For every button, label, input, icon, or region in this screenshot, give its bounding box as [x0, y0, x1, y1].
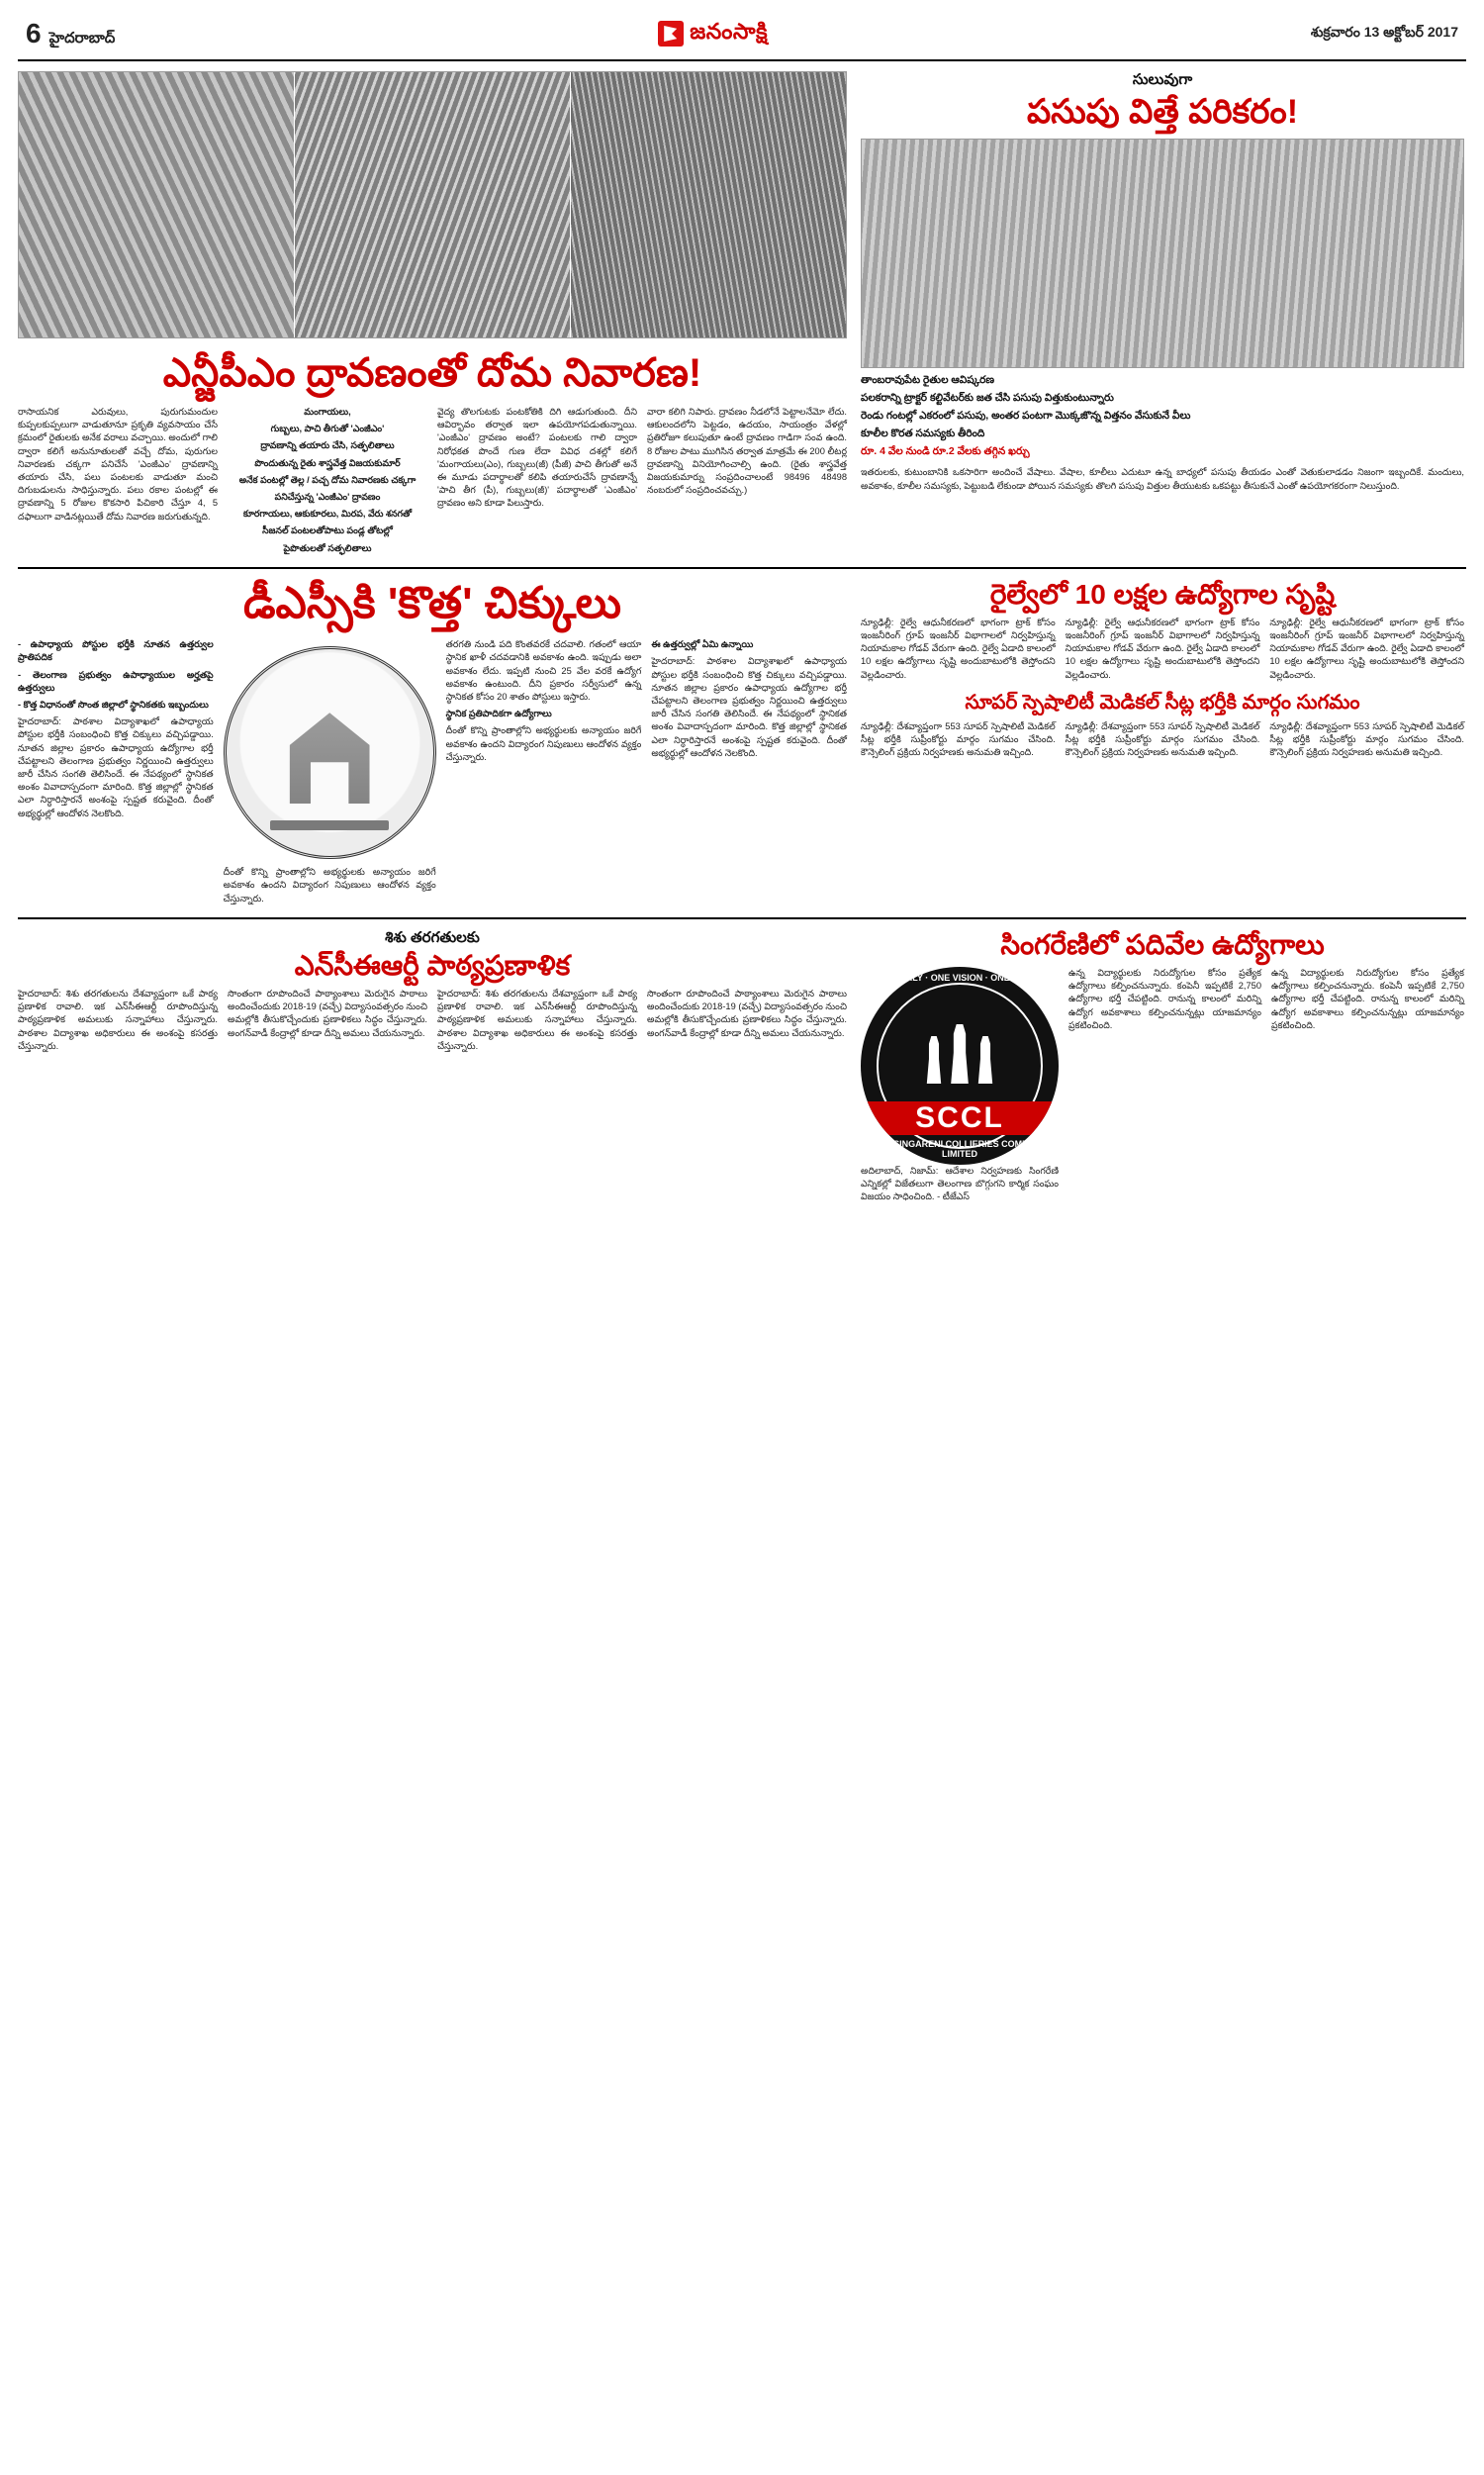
- dsc-headline: డీఎస్సీకి 'కొత్త' చిక్కులు: [242, 578, 622, 627]
- pasupu-captions: [861, 374, 1464, 460]
- sccl-miner-1-icon: [925, 1036, 943, 1084]
- railway-column-2: [1066, 617, 1260, 686]
- pasupu-headline: పసుపు విత్తే పరికరం!: [1026, 93, 1299, 131]
- medical-column-3: [1269, 720, 1464, 764]
- singareni-logo-caption: అదిలాబాద్, నిజామ్: ఆదేశాల నిర్వహణకు సింగరేణి ఎన్నికల్లో విజేతలుగా తెలంగాణ బొగ్గుగని కార్మిక సంఘం విజయం సాధించింది. - టీజేఎస్: [861, 1166, 1059, 1202]
- medical-text-2: న్యూఢిల్లీ: దేశవ్యాప్తంగా 553 సూపర్ స్పెషాలిటీ మెడికల్ సీట్ల భర్తీకి సుప్రీంకోర్టు మార్గం సుగమం చేసింది. కౌన్సెలింగ్ ప్రక్రియ నిర్వహణకు అనుమతి ఇచ్చింది.: [1065, 720, 1260, 758]
- lead-subhead-3: పొందుతున్న రైతు శాస్త్రవేత్త విజయకుమార్: [254, 457, 401, 468]
- singareni-columns: [861, 967, 1464, 1208]
- dsc-bullet-2: - కొత్త విధానంతో సొంత జిల్లాలో స్థానికతకు ఇబ్బందులు: [18, 700, 209, 711]
- medical-columns: [861, 720, 1464, 764]
- dsc-column-4: [651, 638, 847, 909]
- pasupu-text: ఇతరులకు, కుటుంబానికి ఒకసారిగా అందించే వేషాలు. వేషాల, కూలీలు ఎదుటూ ఉన్న బాధ్యలో పసుపు తీయడం ఎంతో వెతుకులాడడం నిజంగా ఇబ్బందికే. మందులు, అవకాశం, కూలీల సమస్యకు, పెట్టుబడి లేకుండా పోయిన సమస్యకు తొలగి పసుపు విత్తుల తీయుటకు ఒకపట్టు తీసుకునే ఎంతో ఉపయోగకరంగా నిలుస్తుంది.: [861, 467, 1464, 491]
- sccl-miner-3-icon: [976, 1036, 994, 1084]
- medical-text-3: న్యూఢిల్లీ: దేశవ్యాప్తంగా 553 సూపర్ స్పెషాలిటీ మెడికల్ సీట్ల భర్తీకి సుప్రీంకోర్టు మార్గం సుగమం చేసింది. కౌన్సెలింగ్ ప్రక్రియ నిర్వహణకు అనుమతి ఇచ్చింది.: [1269, 720, 1465, 758]
- paper-logo: [658, 19, 768, 49]
- dsc-subhead-1: ఈ ఉత్తర్వుల్లో ఏమి ఉన్నాయి: [651, 639, 754, 650]
- ncert-story: [18, 929, 847, 1208]
- lead-subhead-5: పనిచేస్తున్న 'ఎంజీఎం' ద్రావణం: [274, 491, 381, 502]
- sccl-band-text: SCCL: [861, 1101, 1059, 1135]
- government-seal-icon: [224, 646, 436, 859]
- singareni-story: [861, 929, 1464, 1208]
- ncert-column-2: [228, 988, 427, 1057]
- lead-column-3: [437, 406, 637, 559]
- pasupu-caption-4: రూ. 4 వేల నుండి రూ.2 వేలకు తగ్గిన ఖర్చు: [861, 445, 1030, 458]
- medical-column-2: [1066, 720, 1260, 764]
- ncert-columns: [18, 988, 847, 1057]
- railway-text-2: న్యూఢిల్లీ: రైల్వే ఆధునీకరణలో భాగంగా ట్రాక్ కోసం ఇంజనీరింగ్ గ్రూప్ ఇంజనీర్ విభాగాలలో నిర్వహిస్తున్న నియామకాల గోడవ్ వేరుగా ఉంది. రైల్వే ఏడాది కాలంలో 10 లక్షల ఉద్యోగాలు సృష్టి అందుబాటులోకి తెస్తోందని వెల్లడించారు.: [1065, 617, 1260, 680]
- lead-col1-text: రాసాయనిక ఎరువులు, పురుగుమందుల కుప్పలకుప్పలుగా వాడుతూనూ ప్రకృతి వ్యవసాయం చేసే క్రమంలో రైతులకు అనేక వరాలు వచ్చాయి. అందులో గాలి ద్వారా కలిగే అనునూతులతో వచ్చే దోమ, పురుగుల నివారణకు చక్కగా పనిచేసే 'ఎంజీఎం' ద్రావణాన్ని తయారు చేసి, పలు పంటలకు వాడుతూ మంచి దిగుబడులను సాధిస్తున్నారు. పలు రకాల పంటల్లో ఈ ద్రావణాన్ని 5 రోజుల కొకసారి పిచికారి చేస్తూ 4, 5 దఫాలుగా వాడినట్లయితే దోమ నివారణ జరుగుతున్నది.: [18, 407, 218, 522]
- railway-column-3: [1269, 617, 1464, 686]
- singareni-headline: సింగరేణిలో పదివేల ఉద్యోగాలు: [1000, 928, 1325, 960]
- dsc-col4-text: హైదరాబాద్: పాఠశాల విద్యాశాఖలో ఉపాధ్యాయ పోస్టుల భర్తీకి సంబంధించి కొత్త చిక్కులు వచ్చిపడ్డాయి. నూతన జిల్లాల ప్రకారం ఉపాధ్యాయ ఉద్యోగాల భర్తీ చేపట్టాలని తెలంగాణ ప్రభుత్వం నిర్ణయించి ఉత్తర్వులు జారీ చేసిన సంగతి తెలిసిందే. ఈ నేపథ్యంలో స్థానికత అంశం వివాదాస్పదంగా మారింది. కొత్త జిల్లాల్లో స్థానికత ఎలా నిర్ధారిస్తారనే అంశంపై స్పష్టత కరువైంది. దీంతో అభ్యర్థుల్లో ఆందోళన నెలకొంది.: [651, 656, 848, 758]
- railway-text-1: న్యూఢిల్లీ: రైల్వే ఆధునీకరణలో భాగంగా ట్రాక్ కోసం ఇంజనీరింగ్ గ్రూప్ ఇంజనీర్ విభాగాలలో నిర్వహిస్తున్న నియామకాల గోడవ్ వేరుగా ఉంది. రైల్వే ఏడాది కాలంలో 10 లక్షల ఉద్యోగాలు సృష్టి అందుబాటులోకి తెస్తోందని వెల్లడించారు.: [861, 617, 1056, 680]
- railway-headline: రైల్వేలో 10 లక్షల ఉద్యోగాల సృష్టి: [989, 578, 1336, 610]
- lead-subhead-0: మంగాయలు,: [304, 407, 351, 417]
- lead-subhead-4: అనేక పంటల్లో తెల్ల / పచ్చ దోమ నివారణకు చక్కగా: [238, 474, 417, 485]
- issue-date: శుక్రవారం 13 అక్టోబర్ 2017: [1310, 24, 1458, 40]
- pasupu-head: [861, 71, 1464, 131]
- singareni-logo-column: [861, 967, 1059, 1208]
- lead-photo: [18, 71, 847, 338]
- ncert-kicker: శిశు తరగతులకు: [385, 928, 480, 946]
- dsc-columns: [18, 638, 847, 909]
- pasupu-caption-3: కూలీల కొరత సమస్యకు తీరింది: [861, 428, 985, 440]
- lead-subhead-7: సీజనల్ పంటలతోపాటు పండ్ల తోటల్లో: [262, 525, 393, 536]
- ncert-column-3: [437, 988, 637, 1057]
- railway-columns: [861, 617, 1464, 686]
- sccl-logo-wrap: [861, 967, 1059, 1165]
- railway-text-3: న్యూఢిల్లీ: రైల్వే ఆధునీకరణలో భాగంగా ట్రాక్ కోసం ఇంజనీరింగ్ గ్రూప్ ఇంజనీర్ విభాగాలలో నిర్వహిస్తున్న నియామకాల గోడవ్ వేరుగా ఉంది. రైల్వే ఏడాది కాలంలో 10 లక్షల ఉద్యోగాలు సృష్టి అందుబాటులోకి తెస్తోందని వెల్లడించారు.: [1269, 617, 1465, 680]
- divider-2: [18, 917, 1466, 919]
- lead-column-1: [18, 406, 218, 559]
- lead-col3-text: వారా కలిగి నిపారు. ద్రావణం నీడలోనే పెట్టాలనేమో లేదు. ఆకులందలోని పెట్టడం, ఉదయం, సాయంత్రం వేళల్లో ప్రతిరోజూ కలుపుతూ ఉంటే ద్రావణం గాడిగా సంవ ఉంది. 8 రోజుల పాటు ముగిసిన తర్వాత మాత్రమే ఈ 200 లీటర్ల ద్రావణాన్ని వినియోగించాల్సి ఉంది. (రైతు శాస్త్రవేత్త విజయకుమార్ను సంప్రదించాలంటే 98496 48498 నంబరులో సంప్రదించవచ్చు.): [647, 407, 847, 496]
- dsc-col2-text: తరగతి నుండి పది కొంతవరకే చదవాలి. గతంలో ఆయా స్థానిక ఖాళీ చదవడానికి అవకాశం ఉంది. ఇప్పుడు అలా అవకాశం లేదు. ఇప్పటి నుంచి 25 వేల వరకే ఉద్యోగ అవకాశం ఉంటుంది. దీని ప్రకారం సర్వీసులో ఉన్న స్థానికత కోసం 20 శాతం పోస్టులు ఇస్తారు.: [445, 639, 642, 703]
- pasupu-caption-2: రెండు గంటల్లో ఎకరంలో పసుపు, అంతర పంటగా మొక్కజొన్న విత్తనం వేసుకునే వీలు: [861, 410, 1191, 423]
- lead-subhead-8: పైపొతులతో సత్ఫలితాలు: [283, 542, 372, 553]
- masthead: [18, 0, 1466, 61]
- sccl-arc-bottom: THE SINGARENI COLLIERIES COMPANY LIMITED: [873, 1139, 1047, 1160]
- dsc-column-3: [446, 638, 642, 909]
- lead-subhead-6: కూరగాయలు, ఆకుకూరలు, మిరప, వేరు శనగతో: [242, 509, 413, 520]
- ncert-column-1: [18, 988, 218, 1057]
- page-number: 6: [26, 17, 42, 48]
- dsc-story: [18, 579, 847, 909]
- lead-subhead-1: గుబ్బలు, పాచి తీగుతో 'ఎంజీఎం': [270, 424, 385, 434]
- dsc-bullet-1: - తెలంగాణ ప్రభుత్వం ఉపాధ్యాయుల అర్హతపై ఉత్తర్వులు: [18, 669, 214, 693]
- lead-column-4: [647, 406, 847, 559]
- pasupu-story: [861, 71, 1464, 559]
- edition-city: హైదరాబాద్: [48, 29, 116, 47]
- singareni-column-2: [1068, 967, 1261, 1208]
- lead-photo-panel-1: [19, 72, 295, 337]
- telangana-emblem: [224, 638, 436, 866]
- right-middle-column: [861, 579, 1464, 909]
- ncert-column-4: [647, 988, 847, 1057]
- bottom-section: [18, 929, 1466, 1208]
- singareni-text-2: ఉన్న విద్యార్థులకు నిరుద్యోగుల కోసం ప్రత్యేక ఉద్యోగాలు కల్పించనున్నారు. కంపెనీ ఇప్పటికే 2,750 ఉద్యోగాల భర్తీ చేపట్టింది. రానున్న కాలంలో మరిన్ని ఉద్యోగ అవకాశాలు కల్పించనున్నట్లు యాజమాన్యం ప్రకటించింది.: [1271, 968, 1464, 1030]
- pasupu-body: [861, 466, 1464, 492]
- sccl-miners-icon: [925, 1024, 994, 1084]
- sccl-arc-top: ONE FAMILY · ONE VISION · ONE MISSION: [869, 973, 1051, 984]
- singareni-text-1: ఉన్న విద్యార్థులకు నిరుద్యోగుల కోసం ప్రత్యేక ఉద్యోగాలు కల్పించనున్నారు. కంపెనీ ఇప్పటికే 2,750 ఉద్యోగాల భర్తీ చేపట్టింది. రానున్న కాలంలో మరిన్ని ఉద్యోగ అవకాశాలు కల్పించనున్నట్లు యాజమాన్యం ప్రకటించింది.: [1068, 968, 1261, 1030]
- lead-subheads: [228, 406, 427, 559]
- pasupu-caption-0: తాంబరావుపేట రైతుల ఆవిష్కరణ: [861, 374, 994, 387]
- masthead-left: [26, 18, 115, 50]
- pasupu-caption-1: పలకరాన్ని ట్రాక్టర్ కల్టివేటర్‌కు జత చేసి పసుపు విత్తుకుంటున్నారు: [861, 392, 1114, 405]
- ncert-text-4: సొంతంగా రూపొందించే పాఠ్యాంశాలు మెరుగైన పాఠాలు అందించేందుకు 2018-19 (వచ్చే) విద్యాసంవత్సరం నుంచి అమల్లోకి తీసుకొచ్చేందుకు ప్రణాళికలు సిద్ధం చేస్తున్నారు. అంగన్‌వాడీ కేంద్రాల్లో కూడా దీన్ని అమలు చేయనున్నారు.: [647, 989, 847, 1038]
- dsc-bullet-0: - ఉపాధ్యాయ పోస్టుల భర్తీకి నూతన ఉత్తర్వుల ప్రాతిపదిక: [18, 639, 214, 663]
- medical-text-1: న్యూఢిల్లీ: దేశవ్యాప్తంగా 553 సూపర్ స్పెషాలిటీ మెడికల్ సీట్ల భర్తీకి సుప్రీంకోర్టు మార్గం సుగమం చేసింది. కౌన్సెలింగ్ ప్రక్రియ నిర్వహణకు అనుమతి ఇచ్చింది.: [861, 720, 1056, 758]
- lead-subhead-2: ద్రావణాన్ని తయారు చేసి, సత్ఫలితాలు: [260, 440, 395, 451]
- pasupu-kicker: సులువుగా: [1132, 71, 1193, 88]
- sccl-miner-2-icon: [949, 1024, 971, 1084]
- medical-headline: సూపర్ స్పెషాలిటీ మెడికల్ సీట్ల భర్తీకి మార్గం సుగమం: [965, 691, 1360, 714]
- paper-name: జనంసాక్షి: [690, 18, 769, 44]
- lead-photo-panel-2: [295, 72, 571, 337]
- dsc-column-1: [18, 638, 214, 909]
- dsc-col-emblem-text: దీంతో కొన్ని ప్రాంతాల్లోని అభ్యర్థులకు అన్యాయం జరిగే అవకాశం ఉందని విద్యారంగ నిపుణులు ఆందోళన వ్యక్తం చేస్తున్నారు.: [223, 867, 436, 904]
- dsc-emblem-column: [224, 638, 436, 909]
- middle-section: [18, 579, 1466, 909]
- lead-photo-panel-3: [571, 72, 846, 337]
- ncert-text-1: హైదరాబాద్: శిశు తరగతులను దేశవ్యాప్తంగా ఒకే పాఠ్య ప్రణాళిక రావాలి. ఇక ఎన్‌సీఈఆర్టీ రూపొందిస్తున్న పాఠ్యప్రణాళిక అమలుకు సన్నాహాలు చేస్తున్నారు. పాఠశాల విద్యాశాఖ అధికారులు ఈ అంశంపై కసరత్తు చేస్తున్నారు.: [18, 989, 218, 1051]
- ncert-headline: ఎన్‌సీఈఆర్టీ పాఠ్యప్రణాళిక: [294, 949, 571, 981]
- singareni-column-3: [1271, 967, 1464, 1208]
- dsc-subhead-0: స్థానిక ప్రతిపాదికగా ఉద్యోగాలు: [445, 709, 552, 719]
- medical-column-1: [861, 720, 1056, 764]
- divider-1: [18, 567, 1466, 569]
- top-section: [18, 71, 1466, 559]
- seal-base: [270, 820, 389, 830]
- lead-col2-text: వైద్య తొలగుటకు పంటకోతికి దిగి ఆడుగుతుంది. దీని ఆవిర్భావం తర్వాత ఇలా ఉపయోగపడుతున్నాయి. 'ఎంజీఎం' ద్రావణం అంటే? పంటలకు గాలి ద్వారా నిరోధకత పొందే గుణ లేదా వివిధ దశల్లో కలిగే 'మంగాయలు(ఎం), గుబ్బలు(జీ) (పీజీ) పాచి తీగుతో అనే ఈ మూడు పదార్థాలతో కలిపి తయారుచేసే ద్రావణాన్నే 'పాచి తీగ (పీ), గుబ్బలు(జీ)' పదార్థాలతో 'ఎంజీఎం' ద్రావణం అని కూడా పిలుస్తారు.: [437, 407, 637, 509]
- dsc-col1-text: హైదరాబాద్: పాఠశాల విద్యాశాఖలో ఉపాధ్యాయ పోస్టుల భర్తీకి సంబంధించి కొత్త చిక్కులు వచ్చిపడ్డాయి. నూతన జిల్లాల ప్రకారం ఉపాధ్యాయ ఉద్యోగాల భర్తీ చేపట్టాలని తెలంగాణ ప్రభుత్వం నిర్ణయించి ఉత్తర్వులు జారీ చేసిన సంగతి తెలిసిందే. ఈ నేపథ్యంలో స్థానికత అంశం వివాదాస్పదంగా మారింది. కొత్త జిల్లాల్లో స్థానికత ఎలా నిర్ధారిస్తారనే అంశంపై స్పష్టత కరువైంది. దీంతో అభ్యర్థుల్లో ఆందోళన నెలకొంది.: [18, 716, 214, 818]
- railway-column-1: [861, 617, 1056, 686]
- ncert-text-2: సొంతంగా రూపొందించే పాఠ్యాంశాలు మెరుగైన పాఠాలు అందించేందుకు 2018-19 (వచ్చే) విద్యాసంవత్సరం నుంచి అమల్లోకి తీసుకొచ్చేందుకు ప్రణాళికలు సిద్ధం చేస్తున్నారు. అంగన్‌వాడీ కేంద్రాల్లో కూడా దీన్ని అమలు చేయనున్నారు.: [228, 989, 427, 1038]
- ncert-text-3: హైదరాబాద్: శిశు తరగతులను దేశవ్యాప్తంగా ఒకే పాఠ్య ప్రణాళిక రావాలి. ఇక ఎన్‌సీఈఆర్టీ రూపొందిస్తున్న పాఠ్యప్రణాళిక అమలుకు సన్నాహాలు చేస్తున్నారు. పాఠశాల విద్యాశాఖ అధికారులు ఈ అంశంపై కసరత్తు చేస్తున్నారు.: [437, 989, 637, 1051]
- dsc-col2-text-b: దీంతో కొన్ని ప్రాంతాల్లోని అభ్యర్థులకు అన్యాయం జరిగే అవకాశం ఉందని విద్యారంగ నిపుణులు ఆందోళన వ్యక్తం చేస్తున్నారు.: [445, 725, 642, 762]
- pasupu-photo: [861, 139, 1464, 368]
- logo-mark-icon: [658, 21, 684, 47]
- lead-story: [18, 71, 847, 559]
- sccl-logo-icon: [861, 967, 1059, 1165]
- lead-columns: [18, 406, 847, 559]
- lead-headline: ఎన్జీపీఎం ద్రావణంతో దోమ నివారణ!: [162, 351, 702, 395]
